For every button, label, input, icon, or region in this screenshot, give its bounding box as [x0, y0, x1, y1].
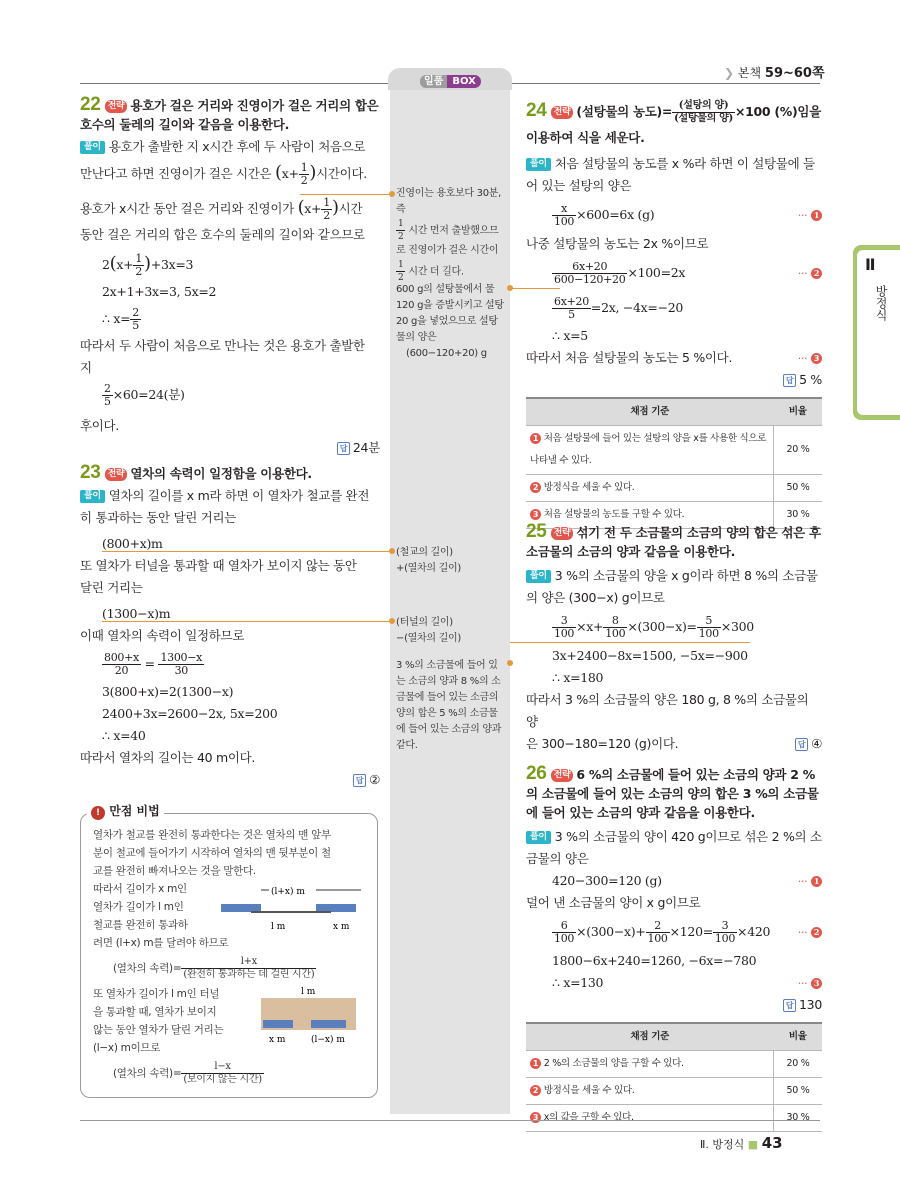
- book-ref-label: 본책: [737, 66, 762, 80]
- box-badge: BOX: [447, 75, 480, 88]
- p22-answer: 24분: [352, 440, 380, 455]
- tip-box: ! 만점 비법 열차가 철교를 완전히 통과한다는 것은 열차의 맨 앞부 분이 철교에 들어가기 시작하여 열차의 맨 뒷부분이 철 교를 완전히 빠져나오는 것을 말한다. 따라서 길이가 x m인 열차가 길이가 l m인 철교를 완전히 통과하 려면 (l+x) m를 달려야 하므로 (열차의 속력)= $\frac{l+x}{\text{(완전히 통과하는 데 걸린 시간)}}$ 또 열차가 길이가 l m인 터널 을 통과할 때, 열차가 보이지 않는 동안 열차가 달린 거리는 (l−x) m이므로 (열차의 속력)= $\frac{l-x}{\text{(보이지 않는 시간)}}$ (l+x) m l m x m l m x m (l−x) m: [80, 813, 378, 1098]
- page-number: 43: [761, 1134, 783, 1152]
- problem-23: 23 전략 열차의 속력이 일정함을 이용한다. 풀이 열차의 길이를 x m라 하면 이 열차가 철교를 완전 히 통과하는 동안 달린 거리는 (800+x)m 또 열차가 터널을 통과할 때 열차가 보이지 않는 동안 달린 거리는 (1300−x)m 이때 열차의 속력이 일정하므로 $\frac{800+x}{20}$ = $\frac{1300-x}{30}$ 3(800+x)=2(1300−x) 2400+3x=2600−2x, 5x=200 ∴ x=40 따라서 열차의 길이는 40 m이다. 답 ②: [80, 462, 380, 787]
- bridge-diagram: [221, 884, 371, 939]
- note-24: 600 g의 설탕물에서 물 120 g을 증발시키고 설탕 20 g을 넣었으므로 설탕물의 양은 (600−120+20) g: [396, 284, 504, 359]
- box-label: 일품 BOX: [420, 72, 481, 87]
- problem-24: 24 전략 (설탕물의 농도)= $\frac{\text{(설탕의 양)}}{\text{(설탕물의 양)}}$ ×100 (%)임을 이용하여 식을 세운다. 풀이 처음 설탕물의 농도를 x %라 하면 이 설탕물에 들 어 있는 설탕의 양은 $\frac{x}{100}$ ×600=6x (g) ··· 1 나중 설탕물의 농도는 2x %이므로 $\frac{6x+20}{600-120+20}$ ×100=2x ··· 2 $\frac{6x+20}{5}$ =2x, −4x=−20 ∴ x=5 따라서 처음 설탕물의 농도는 5 %이다. ··· 3 답 5 % 채점 기준 비율 1 처음 설탕물에 들어 있는 설탕의 양을 x를 사용한 식으로 나타낼 수 있다. 20 % 2 방정식을 세울 수 있다. 50 % 3 처음 설탕물의 농도를 구할 수 있다. 30 %: [526, 96, 822, 529]
- p25-answer: ④: [811, 736, 822, 751]
- tunnel-diagram: [261, 984, 371, 1049]
- footer-chapter: Ⅱ. 방정식: [700, 1138, 745, 1151]
- p23-answer: ②: [369, 772, 380, 787]
- p26-grading-table: 채점 기준 비율 1 2 %의 소금물의 양을 구할 수 있다. 20 % 2 방정식을 세울 수 있다. 50 % 3 x의 값을 구할 수 있다. 30 %: [526, 1022, 822, 1132]
- svg-text:x m: x m: [333, 922, 350, 932]
- answer-tag: 답: [337, 442, 350, 455]
- lightbulb-icon: !: [91, 806, 105, 820]
- book-reference: [724, 62, 825, 81]
- page-footer: Ⅱ. 방정식 ■ 43: [700, 1134, 783, 1152]
- side-tab-label: 방정식: [874, 285, 888, 321]
- problem-22: 22 전략 용호가 걸은 거리와 진영이가 걸은 거리의 합은 호수의 둘레의 길이와 같음을 이용한다. 풀이 용호가 출발한 지 x시간 후에 두 사람이 처음으로 만난다고 하면 진영이가 걸은 시간은 (x+ $\frac{1}{2}$ )시간이다. 용호가 x시간 동안 걸은 거리와 진영이가 (x+ $\frac{1}{2}$ )시간 동안 걸은 거리의 합은 호수의 둘레의 길이와 같으므로 2(x+ $\frac{1}{2}$ )+3x=3 2x+1+3x=3, 5x=2 ∴ x= $\frac{2}{5}$ 따라서 두 사람이 처음으로 만나는 것은 용호가 출발한 지 $\frac{2}{5}$ ×60=24(분) 후이다. 답 24분: [80, 94, 380, 455]
- note-23b: (터널의 길이) −(열차의 길이): [396, 617, 461, 644]
- chapter-side-tab[interactable]: [853, 245, 900, 420]
- svg-text:(l−x) m: (l−x) m: [311, 1035, 345, 1045]
- p22-strategy: 22 전략 용호가 걸은 거리와 진영이가 걸은 거리의 합은 호수의 둘레의 길이와 같음을 이용한다.: [80, 94, 379, 132]
- side-tab-roman: Ⅱ: [865, 255, 876, 274]
- footer-rule: [80, 1120, 820, 1121]
- problem-25: 25 전략 섞기 전 두 소금물의 소금의 양의 합은 섞은 후 소금물의 소금의 양과 같음을 이용한다. 풀이 3 %의 소금물의 양을 x g이라 하면 8 %의 소금물 의 양은 (300−x) g이므로 $\frac{3}{100}$ ×x+ $\frac{8}{100}$ ×(300−x)= $\frac{5}{100}$ ×300 3x+2400−8x=1500, −5x=−900 ∴ x=180 따라서 3 %의 소금물의 양은 180 g, 8 %의 소금물의 양 은 300−180=120 (g)이다. 답 ④: [526, 521, 822, 751]
- book-ref-pages: 59~60쪽: [764, 66, 825, 81]
- p23-expr2: (1300−x)m: [102, 606, 171, 621]
- svg-text:(l+x) m: (l+x) m: [271, 887, 305, 897]
- chevron-right-icon: ❯: [724, 66, 735, 80]
- solution-tag: 풀이: [80, 141, 105, 154]
- svg-text:l m: l m: [271, 922, 286, 932]
- svg-text:x m: x m: [269, 1035, 286, 1045]
- note-25: 3 %의 소금물에 들어 있는 소금의 양과 8 %의 소금물에 들어 있는 소금의 양의 합은 5 %의 소금물에 들어 있는 소금의 양과 같다.: [396, 660, 502, 751]
- svg-text:l m: l m: [301, 987, 316, 997]
- tip-title: ! 만점 비법: [87, 802, 164, 820]
- p26-answer: 130: [799, 997, 822, 1012]
- p24-grading-table: 채점 기준 비율 1 처음 설탕물에 들어 있는 설탕의 양을 x를 사용한 식으로 나타낼 수 있다. 20 % 2 방정식을 세울 수 있다. 50 % 3 처음 설탕물의 농도를 구할 수 있다. 30 %: [526, 397, 822, 529]
- note-22: 진영이는 용호보다 30분, 즉 $\frac{1}{2}$ 시간 먼저 출발했으므로 진영이가 걸은 시간이 $\frac{1}{2}$ 시간 더 길다.: [396, 188, 502, 283]
- p23-expr1: (800+x)m: [102, 536, 163, 551]
- problem-26: 26 전략 6 %의 소금물에 들어 있는 소금의 양과 2 %의 소금물에 들어 있는 소금의 양의 합은 3 %의 소금물에 들어 있는 소금의 양과 같음을 이용한다. 풀이 3 %의 소금물의 양이 420 g이므로 섞은 2 %의 소 금물의 양은 420−300=120 (g) ··· 1 덜어 낸 소금물의 양이 x g이므로 $\frac{6}{100}$ ×(300−x)+ $\frac{2}{100}$ ×120= $\frac{3}{100}$ ×420 ··· 2 1800−6x+240=1260, −6x=−780 ∴ x=130 ··· 3 답 130 채점 기준 비율 1 2 %의 소금물의 양을 구할 수 있다. 20 % 2 방정식을 세울 수 있다. 50 % 3 x의 값을 구할 수 있다. 30 %: [526, 764, 822, 1132]
- note-23a: (철교의 길이) +(열차의 길이): [396, 547, 461, 574]
- p24-answer: 5 %: [799, 372, 822, 387]
